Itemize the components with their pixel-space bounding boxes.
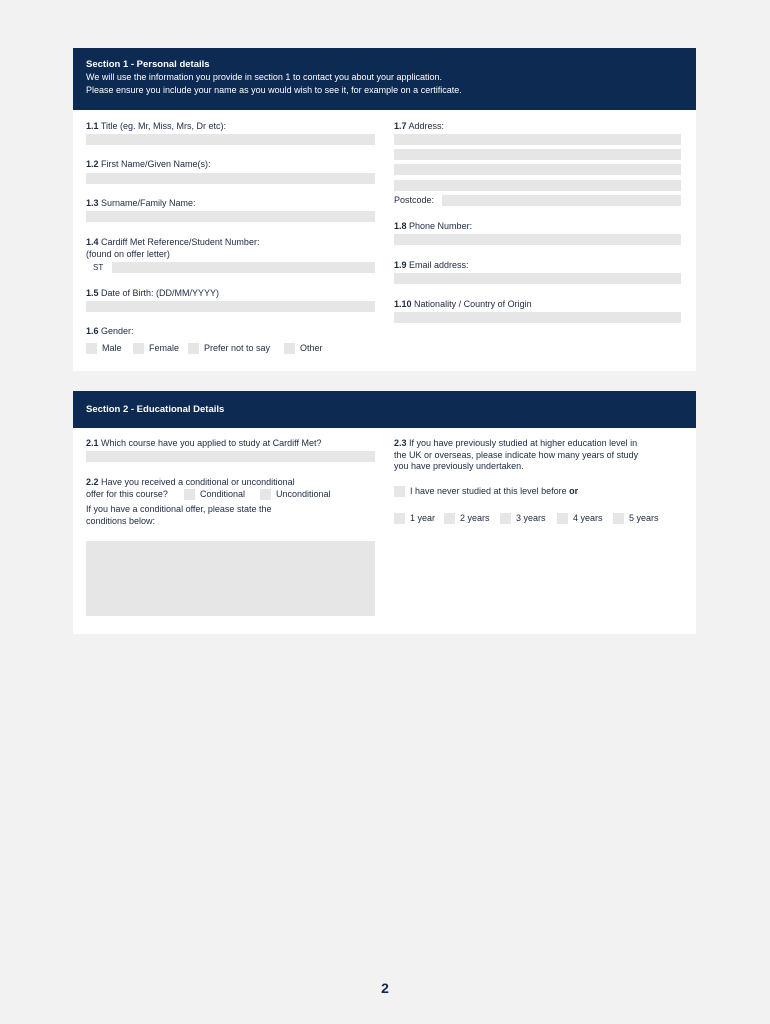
address-line3-field[interactable] — [394, 164, 681, 175]
year3-checkbox[interactable] — [500, 513, 511, 524]
section1-description-line2: Please ensure you include your name as you would wish to see it, for example on a certificate. — [86, 85, 462, 95]
page-number: 2 — [381, 980, 389, 996]
gender-option-female[interactable]: Female — [133, 343, 179, 354]
q1-6-label: 1.6 Gender: — [86, 326, 134, 336]
section1-description-line1: We will use the information you provide in section 1 to contact you about your application. — [86, 72, 443, 82]
year1-checkbox[interactable] — [394, 513, 405, 524]
postcode-label: Postcode: — [394, 195, 435, 205]
phone-field[interactable] — [394, 234, 681, 245]
dob-field[interactable] — [86, 301, 375, 312]
conditions-note: If you have a conditional offer, please state the conditions below: — [86, 504, 272, 526]
q2-1-label: 2.1 Which course have you applied to study at Cardiff Met? — [86, 438, 322, 448]
postcode-field[interactable] — [442, 195, 681, 206]
q1-1-label: 1.1 Title (eg. Mr, Miss, Mrs, Dr etc): — [86, 121, 227, 131]
q2-3-label: 2.3 If you have previously studied at higher education level in the UK or overseas, please indicate how many years of study you have previously undertaken. — [394, 438, 639, 471]
q1-7-label: 1.7 Address: — [394, 121, 445, 131]
years-option-1[interactable]: 1 year — [394, 513, 435, 524]
other-checkbox[interactable] — [284, 343, 295, 354]
gender-option-male[interactable]: Male — [86, 343, 122, 354]
email-field[interactable] — [394, 273, 681, 284]
q2-2-label-line2: offer for this course? — [86, 489, 168, 499]
q1-5-label: 1.5 Date of Birth: (DD/MM/YYYY) — [86, 288, 220, 298]
q1-10-label: 1.10 Nationality / Country of Origin — [394, 299, 532, 309]
section2-header — [73, 391, 696, 428]
unconditional-checkbox[interactable] — [260, 489, 271, 500]
female-checkbox[interactable] — [133, 343, 144, 354]
address-line2-field[interactable] — [394, 149, 681, 160]
years-option-2[interactable]: 2 years — [444, 513, 490, 524]
q1-4-label: 1.4 Cardiff Met Reference/Student Number: (found on offer letter) — [86, 237, 260, 259]
years-option-4[interactable]: 4 years — [557, 513, 603, 524]
q2-2-label: 2.2 Have you received a conditional or unconditional — [86, 477, 295, 487]
never-studied-option[interactable]: I have never studied at this level before or — [394, 486, 578, 497]
surname-field[interactable] — [86, 211, 375, 222]
address-line4-field[interactable] — [394, 180, 681, 191]
prefer-not-checkbox[interactable] — [188, 343, 199, 354]
year2-checkbox[interactable] — [444, 513, 455, 524]
years-option-5[interactable]: 5 years — [613, 513, 659, 524]
q1-9-label: 1.9 Email address: — [394, 260, 469, 270]
years-option-3[interactable]: 3 years — [500, 513, 546, 524]
gender-option-other[interactable]: Other — [284, 343, 323, 354]
gender-option-prefer-not[interactable]: Prefer not to say — [188, 343, 270, 354]
st-prefix: ST — [93, 263, 104, 272]
nationality-field[interactable] — [394, 312, 681, 323]
title-field[interactable] — [86, 134, 375, 145]
male-checkbox[interactable] — [86, 343, 97, 354]
section1-header — [73, 48, 696, 110]
offer-option-unconditional[interactable]: Unconditional — [260, 489, 331, 500]
student-number-field[interactable] — [112, 262, 375, 273]
q1-8-label: 1.8 Phone Number: — [394, 221, 473, 231]
q1-2-label: 1.2 First Name/Given Name(s): — [86, 159, 211, 169]
section-personal-details — [73, 48, 696, 371]
section1-title: Section 1 - Personal details — [86, 59, 210, 70]
never-studied-checkbox[interactable] — [394, 486, 405, 497]
conditions-textarea[interactable] — [86, 541, 375, 616]
offer-option-conditional[interactable]: Conditional — [184, 489, 245, 500]
year4-checkbox[interactable] — [557, 513, 568, 524]
section2-title: Section 2 - Educational Details — [86, 404, 225, 415]
first-name-field[interactable] — [86, 173, 375, 184]
section-educational-details — [73, 391, 696, 634]
conditional-checkbox[interactable] — [184, 489, 195, 500]
course-field[interactable] — [86, 451, 375, 462]
q1-3-label: 1.3 Surname/Family Name: — [86, 198, 196, 208]
address-line1-field[interactable] — [394, 134, 681, 145]
year5-checkbox[interactable] — [613, 513, 624, 524]
